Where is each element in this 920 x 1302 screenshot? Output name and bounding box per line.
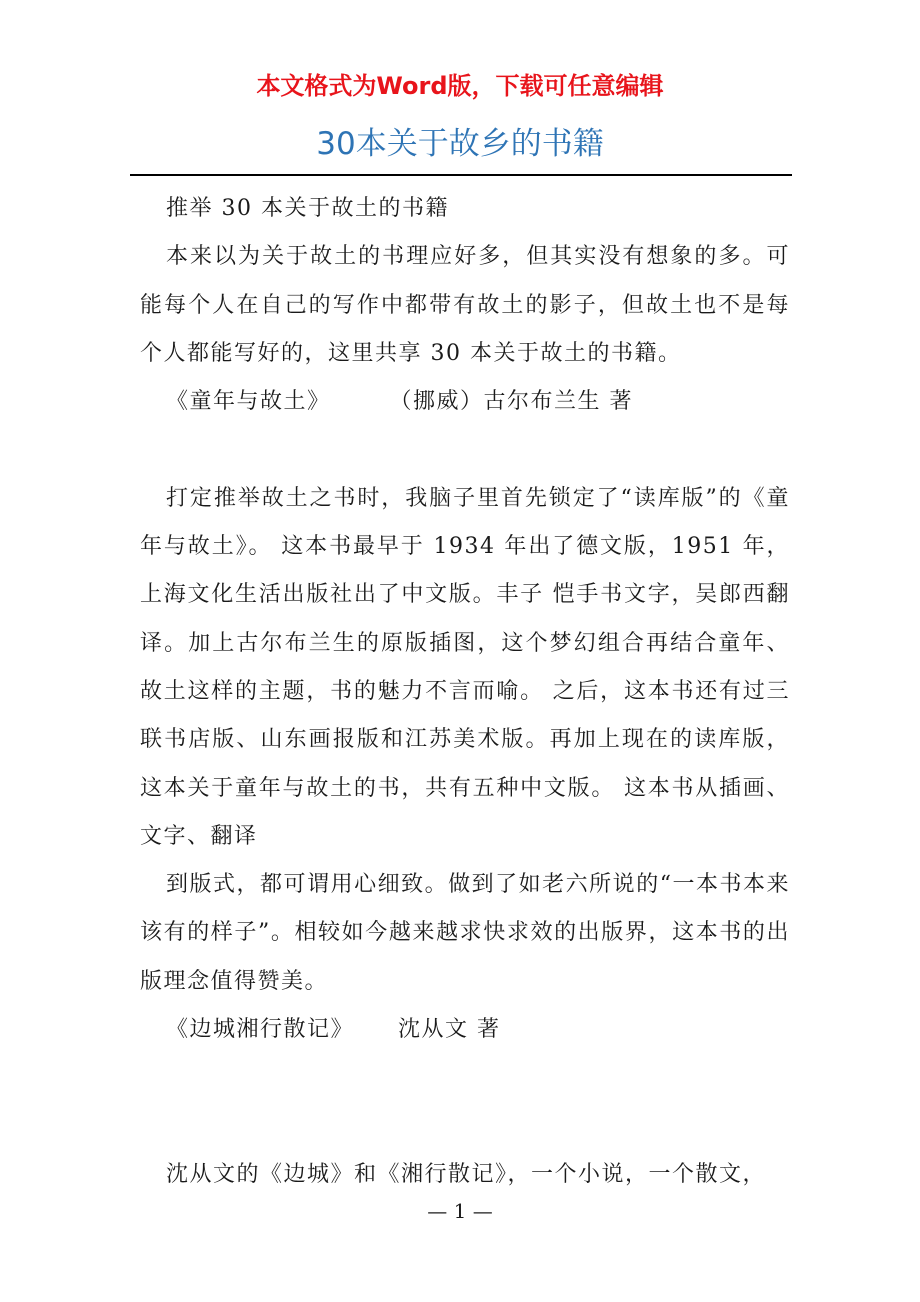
blank-line [140, 1103, 790, 1151]
intro-heading: 推举 30 本关于故土的书籍 [166, 196, 449, 221]
page-number: — 1 — [427, 1199, 493, 1223]
book-1-paragraph-2: 到版式，都可谓用心细致。做到了如老六所说的“一本书本来该有的样子”。相较如今越来越求快求效的出版界，这本书的出版理念值得赞美。 [140, 872, 790, 994]
book-author: （挪威）古尔布兰生 著 [400, 389, 634, 415]
format-banner: 本文格式为Word版，下载可任意编辑 [256, 72, 664, 100]
book-entry-2 [140, 1006, 790, 1054]
book-1-paragraph-1: 打定推举故土之书时，我脑子里首先锁定了“读库版”的《童年与故土》。 这本书最早于 1934 年出了德文版，1951 年，上海文化生活出版社出了中文版。丰子 恺手书文字，吴郎西翻译。加上古尔布兰生的原版插图，这个梦幻组合再结合童年、 故土这样的主题，书的魅力不言而喻。 之后，这本书还有过三联书店版、山东画报版和江苏美术版。再加上现在的读库版， 这本关于童年与故土的书，共有五种中文版。 这本书从插画、文字、翻译 [140, 485, 790, 849]
book-entry-1 [140, 378, 790, 426]
book-title: 《童年与故土》 [166, 389, 331, 415]
intro-paragraph: 本来以为关于故土的书理应好多，但其实没有想象的多。可能每个人在自己的写作中都带有故土的影子，但故土也不是每个人都能写好的，这里共享 30 本关于故土的书籍。 [140, 244, 790, 366]
document-body [140, 185, 790, 1199]
book-author: 沈从文 著 [398, 1017, 501, 1043]
book-2-paragraph-1: 沈从文的《边城》和《湘行散记》，一个小说，一个散文， [166, 1161, 767, 1187]
document-title: 30本关于故乡的书籍 [316, 126, 604, 162]
book-title: 《边城湘行散记》 [166, 1017, 355, 1043]
title-divider [130, 174, 792, 176]
blank-line [140, 426, 790, 474]
blank-line [140, 1054, 790, 1102]
